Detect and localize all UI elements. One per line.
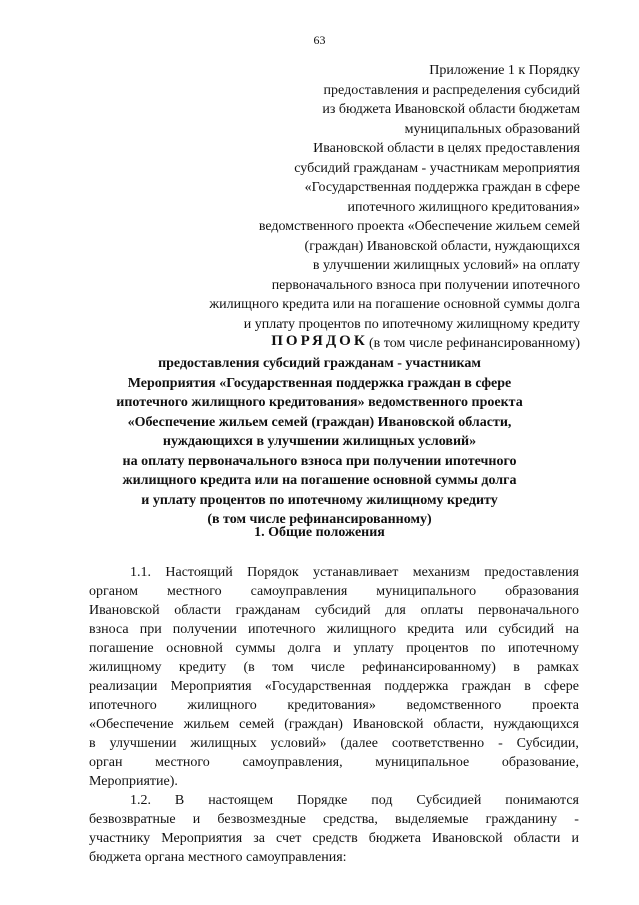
word: граждан	[461, 679, 512, 694]
subtitle-line: предоставления субсидий гражданам - участникам	[158, 356, 481, 371]
word: муниципальное	[375, 755, 470, 770]
text-line	[89, 810, 579, 829]
word: (далее	[340, 736, 378, 751]
word: средств	[312, 831, 358, 846]
text-line	[89, 582, 579, 601]
subtitle-line: (в том числе рефинансированному)	[207, 512, 432, 527]
word: или	[465, 622, 488, 637]
word: органом	[89, 584, 139, 599]
word: Мероприятия	[170, 679, 252, 694]
word: сфере	[544, 679, 579, 694]
paragraph-1-1	[89, 563, 579, 791]
word: на	[565, 622, 579, 637]
appendix-line: (граждан) Ивановской области, нуждающихся	[304, 238, 580, 254]
word: при	[139, 622, 162, 637]
word: самоуправления	[250, 584, 348, 599]
word: по	[481, 641, 496, 656]
word: средства,	[323, 812, 378, 827]
word: и	[571, 831, 579, 846]
word: ведомственного	[406, 698, 502, 713]
word: В	[174, 793, 185, 808]
word: области,	[433, 717, 484, 732]
text-line	[89, 620, 579, 639]
word: процентов	[406, 641, 469, 656]
subtitle-line: нуждающихся в улучшении жилищных условий»	[162, 434, 477, 449]
subtitle-line: и уплату процентов по ипотечному жилищному кредиту	[141, 492, 498, 508]
word: гражданину	[485, 812, 558, 827]
text-line	[89, 753, 579, 772]
word: долга	[287, 641, 321, 656]
appendix-line: «Государственная поддержка граждан в сфере	[304, 180, 580, 195]
word: ипотечному	[508, 641, 579, 656]
word: Ивановской	[89, 603, 160, 618]
word: первоначального	[477, 603, 579, 618]
word: Мероприятия	[161, 831, 243, 846]
word: кредитования»	[287, 698, 376, 713]
appendix-line: Приложение 1 к Порядку	[429, 63, 580, 78]
paragraph-1-2	[89, 791, 579, 867]
word: безвозвратные	[89, 812, 176, 827]
word: реализации	[89, 679, 158, 694]
text-line	[89, 829, 579, 848]
appendix-line: муниципальных образований	[404, 121, 580, 137]
subtitle-line: ипотечного жилищного кредитования» ведомственного проекта	[116, 395, 523, 410]
word: соответственно	[391, 736, 485, 751]
word: (в	[243, 660, 255, 675]
word: основной	[166, 641, 223, 656]
appendix-line: и уплату процентов по ипотечному жилищному кредиту	[243, 316, 580, 332]
text-line	[89, 696, 579, 715]
subtitle-line: на оплату первоначального взноса при получении ипотечного	[122, 453, 517, 469]
body-text	[89, 563, 579, 867]
word: кредиту	[178, 660, 227, 675]
word: погашение	[89, 641, 154, 656]
word: оплаты	[420, 603, 464, 618]
document-title: ПОРЯДОК	[271, 333, 368, 349]
page-number: 63	[313, 33, 326, 47]
word: в	[89, 736, 96, 751]
word: под	[371, 793, 393, 808]
word: рефинансированному)	[362, 660, 496, 675]
word: самоуправления,	[242, 755, 343, 770]
text-line	[89, 734, 579, 753]
word: местного	[167, 584, 222, 599]
text-line: бюджета органа местного самоуправления:	[89, 850, 347, 865]
word: рамках	[537, 660, 579, 675]
word: ипотечного	[89, 698, 157, 713]
word: жилищных	[190, 736, 257, 751]
word: в	[524, 679, 531, 694]
appendix-line: Ивановской области в целях предоставления	[313, 141, 580, 156]
appendix-line: в улучшении жилищных условий» на оплату	[312, 258, 580, 273]
word: улучшении	[109, 736, 177, 751]
appendix-line: первоначального взноса при получении ипотечного	[271, 277, 580, 293]
word: Порядок	[247, 565, 299, 580]
word: семей	[239, 717, 275, 732]
word: поддержка	[384, 679, 449, 694]
word: Настоящий	[165, 565, 233, 580]
appendix-line: жилищного кредита или на погашение основной суммы долга	[209, 297, 580, 312]
subtitle-line: жилищного кредита или на погашение основной суммы долга	[122, 473, 517, 488]
word: жилищного	[187, 698, 257, 713]
word: Субсидии,	[516, 736, 579, 751]
section-heading: 1. Общие положения	[254, 525, 385, 540]
word: настоящем	[208, 793, 274, 808]
word: кредита	[407, 622, 455, 637]
word: и	[192, 812, 201, 827]
word: за	[253, 831, 265, 846]
word: безвозмездные	[217, 812, 306, 827]
subtitle-line: «Обеспечение жильем семей (граждан) Ивановской области,	[127, 414, 512, 430]
appendix-line: субсидий гражданам - участникам мероприятия	[294, 160, 580, 176]
word: орган	[89, 755, 123, 770]
text-line	[89, 639, 579, 658]
word: взноса	[89, 622, 129, 637]
word: ипотечного	[247, 622, 316, 637]
word: жилищного	[326, 622, 397, 637]
word: нуждающихся	[493, 717, 579, 732]
word: понимаются	[505, 793, 579, 808]
word: уплату	[353, 641, 394, 656]
text-line	[89, 715, 579, 734]
word: Субсидией	[416, 793, 482, 808]
word: условий»	[270, 736, 327, 751]
text-line: Мероприятие).	[89, 774, 178, 789]
word: бюджета	[368, 831, 421, 846]
word: образование,	[501, 755, 579, 770]
word: числе	[310, 660, 345, 675]
word: Ивановской	[352, 717, 424, 732]
text-line	[89, 563, 579, 582]
word: жилищному	[89, 660, 162, 675]
word: для	[385, 603, 406, 618]
appendix-line: предоставления и распределения субсидий	[323, 82, 580, 98]
word: гражданам	[235, 603, 301, 618]
word: и	[333, 641, 341, 656]
word: суммы	[235, 641, 276, 656]
word: счет	[276, 831, 302, 846]
appendix-line: из бюджета Ивановской области бюджетам	[322, 102, 580, 117]
word: проекта	[531, 698, 579, 713]
word: -	[498, 736, 503, 751]
word: устанавливает	[313, 565, 399, 580]
text-line	[89, 658, 579, 677]
text-line	[89, 677, 579, 696]
word: том	[272, 660, 294, 675]
word: выделяемые	[395, 812, 469, 827]
word: получении	[172, 622, 237, 637]
word: механизм	[412, 565, 470, 580]
word: субсидий	[314, 603, 371, 618]
word: (граждан)	[284, 717, 343, 732]
document-subtitle	[0, 354, 639, 530]
word: субсидий	[498, 622, 555, 637]
word: местного	[155, 755, 210, 770]
text-line	[89, 601, 579, 620]
word: 1.2.	[130, 793, 151, 808]
word: «Государственная	[264, 679, 372, 694]
appendix-reference	[120, 61, 580, 354]
word: жильем	[183, 717, 230, 732]
word: муниципального	[376, 584, 477, 599]
appendix-line: (в том числе рефинансированному)	[369, 336, 580, 351]
word: участнику	[89, 831, 151, 846]
appendix-line: ипотечного жилищного кредитования»	[347, 199, 580, 215]
word: области	[174, 603, 222, 618]
word: 1.1.	[130, 565, 151, 580]
word: Порядке	[297, 793, 348, 808]
word: предоставления	[484, 565, 579, 580]
word: -	[574, 812, 579, 827]
word: в	[513, 660, 520, 675]
word: Ивановской	[432, 831, 503, 846]
word: образования	[505, 584, 579, 599]
word: «Обеспечение	[89, 717, 174, 732]
word: области	[513, 831, 561, 846]
subtitle-line: Мероприятия «Государственная поддержка граждан в сфере	[127, 375, 512, 391]
appendix-line: ведомственного проекта «Обеспечение жильем семей	[258, 219, 580, 234]
text-line	[89, 791, 579, 810]
